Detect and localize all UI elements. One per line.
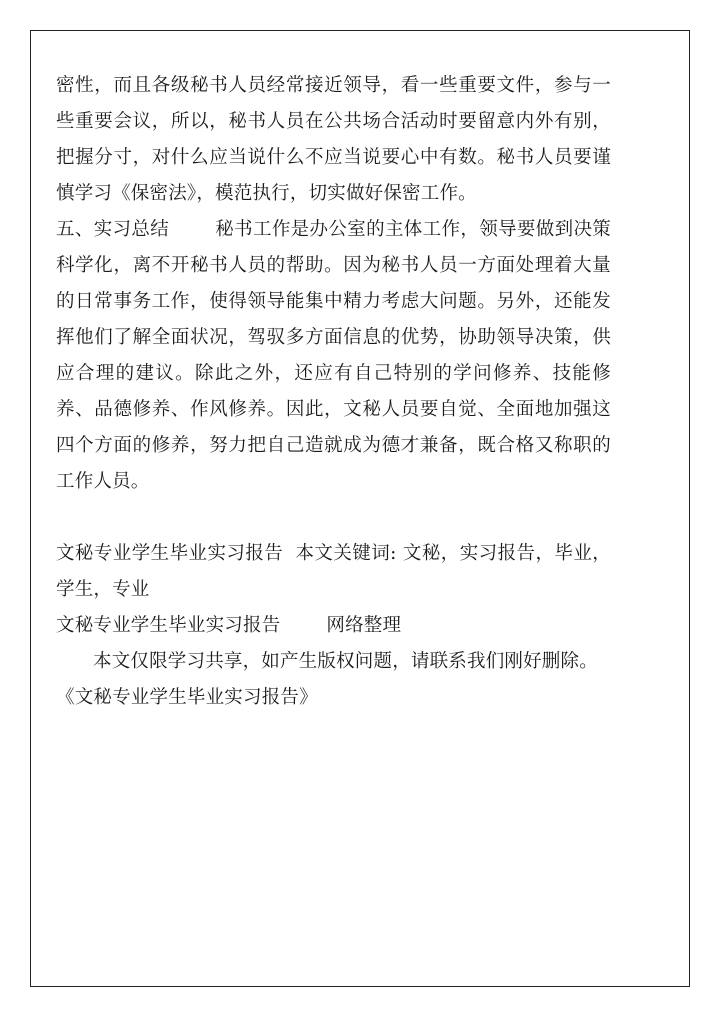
paragraph-confidentiality: 密性，而且各级秘书人员经常接近领导，看一些重要文件，参与一些重要会议，所以，秘书人员在公共场合活动时要留意内外有别，把握分寸，对什么应当说什么不应当说要心中有数。秘书人员要谨慎学习《保密法》，模范执行，切实做好保密工作。 [56,75,611,204]
report-title-text: 文秘专业学生毕业实习报告 [56,543,284,564]
section-heading-summary: 五、实习总结 [56,219,170,240]
report-title-text-2: 文秘专业学生毕业实习报告 [56,615,281,636]
keywords-text: 本文关键词: 文秘，实习报告，毕业，学生，专业 [56,543,611,600]
paragraph-closing-title: 《文秘专业学生毕业实习报告》 [56,687,318,708]
document-body [56,68,611,716]
source-text: 网络整理 [326,615,402,636]
paragraph-keywords [56,536,611,608]
blank-line [56,500,611,536]
summary-body-text: 秘书工作是办公室的主体工作，领导要做到决策科学化，离不开秘书人员的帮助。因为秘书人员一方面处理着大量的日常事务工作，使得领导能集中精力考虑大问题。另外，还能发挥他们了解全面状况，驾驭多方面信息的优势，协助领导决策，供应合理的建议。除此之外，还应有自己特别的学问修养、技能修养、品德修养、作风修养。因此，文秘人员要自觉、全面地加强这四个方面的修养，努力把自己造就成为德才兼备，既合格又称职的工作人员。 [56,219,612,492]
paragraph-source [56,608,611,644]
paragraph-copyright: 本文仅限学习共享，如产生版权问题，请联系我们刚好删除。 [93,651,598,672]
paragraph-summary [56,212,611,500]
